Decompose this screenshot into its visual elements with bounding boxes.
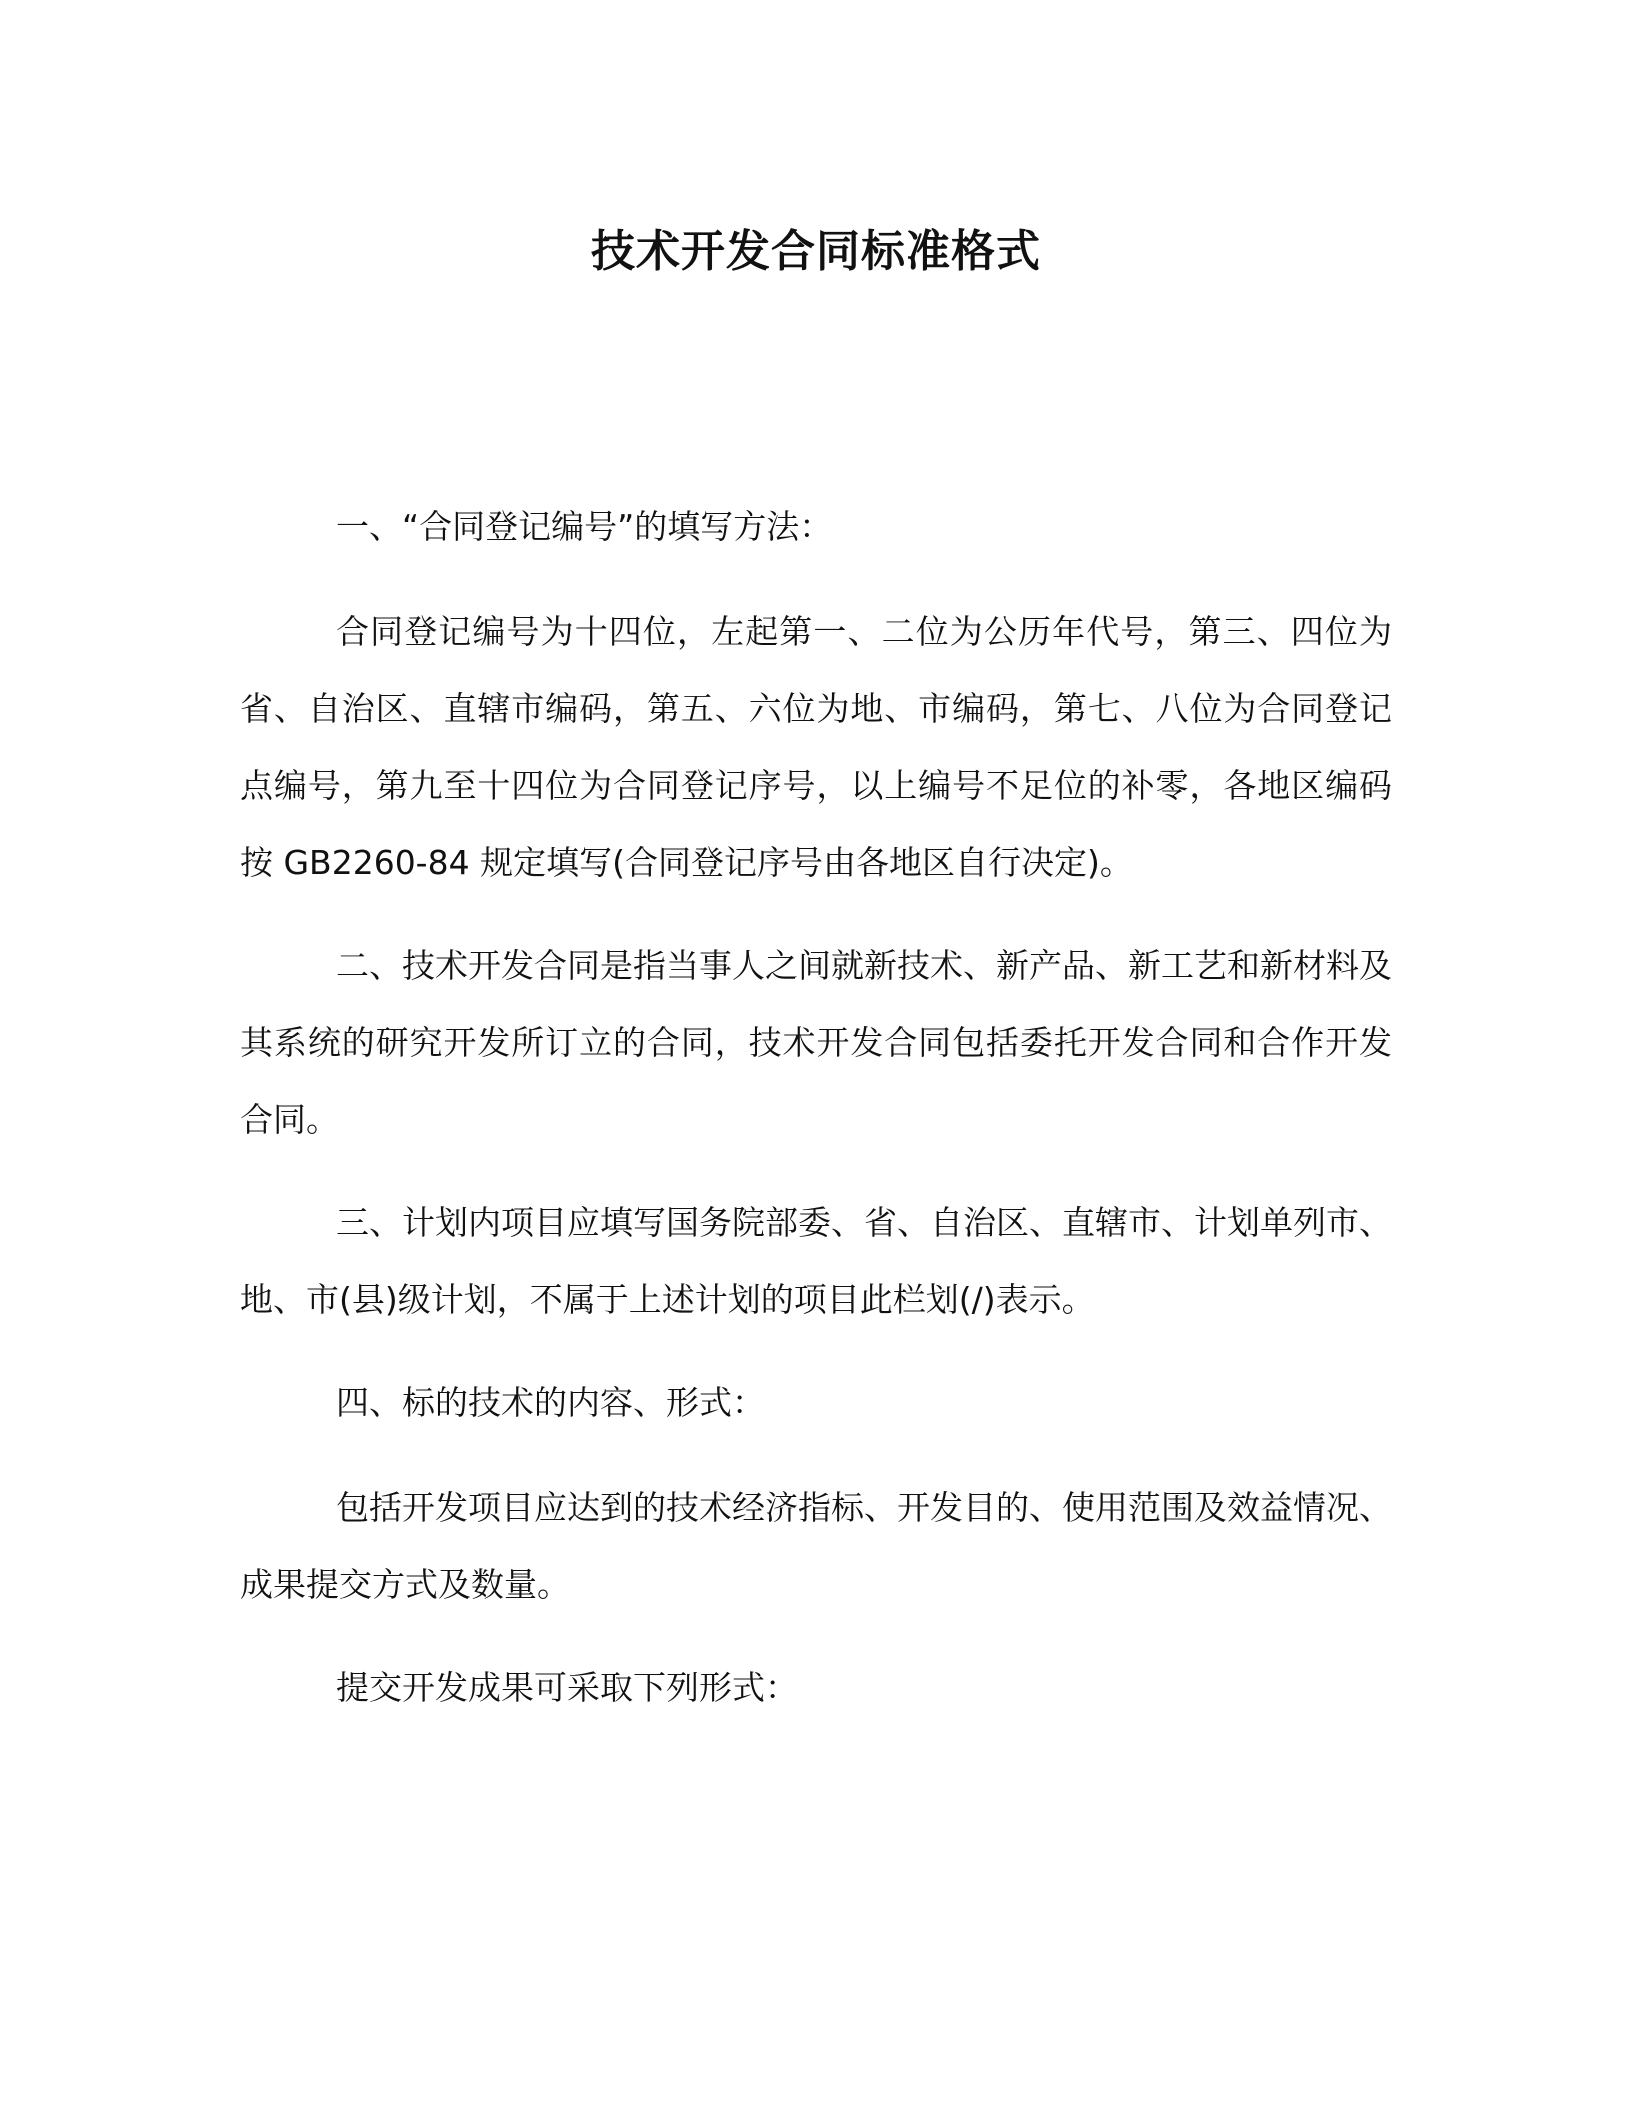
- section-1-heading: 一、“合同登记编号”的填写方法：: [336, 507, 833, 546]
- section-4-heading: 四、标的技术的内容、形式：: [336, 1383, 765, 1422]
- section-1-body: 合同登记编号为十四位，左起第一、二位为公历年代号，第三、四位为省、自治区、直辖市编码，第五、六位为地、市编码，第七、八位为合同登记点编号，第九至十四位为合同登记序号，以上编号不足位的补零，各地区编码按 GB2260-84 规定填写(合同登记序号由各地区自行决定)。: [240, 612, 1392, 882]
- section-2-body: 二、技术开发合同是指当事人之间就新技术、新产品、新工艺和新材料及其系统的研究开发所订立的合同，技术开发合同包括委托开发合同和合作开发合同。: [240, 946, 1392, 1139]
- section-4-subheading: 提交开发成果可采取下列形式：: [336, 1668, 798, 1707]
- section-3-body: 三、计划内项目应填写国务院部委、省、自治区、直辖市、计划单列市、地、市(县)级计划，不属于上述计划的项目此栏划(/)表示。: [240, 1203, 1392, 1319]
- document-title: 技术开发合同标准格式: [591, 226, 1041, 277]
- section-4-body: 包括开发项目应达到的技术经济指标、开发目的、使用范围及效益情况、成果提交方式及数量。: [240, 1488, 1392, 1604]
- document-body: [240, 488, 1392, 1754]
